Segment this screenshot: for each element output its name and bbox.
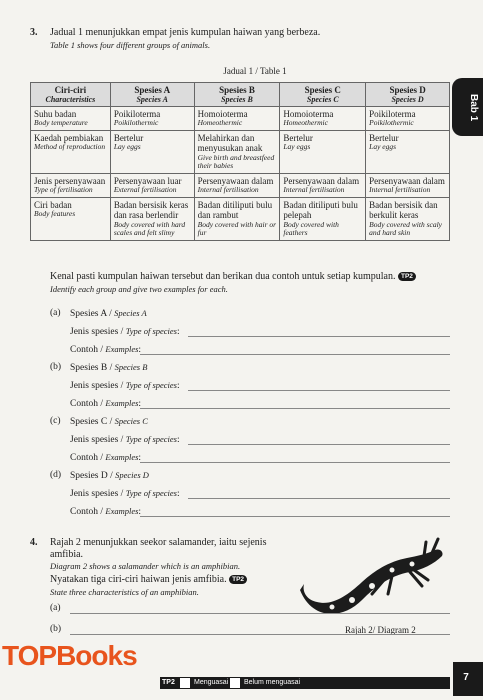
question-4-number: 4.: [30, 537, 38, 548]
part-d-species: Spesies D / Species D: [70, 470, 149, 481]
part-b-species: Spesies B / Species B: [70, 362, 148, 373]
question-4-task-english: State three characteristics of an amphibian.: [50, 587, 199, 597]
header-species-b: Spesies B Species B: [194, 83, 280, 107]
table-cell: Bertelur Lay eggs: [110, 130, 194, 173]
question-4-intro-line-1: Rajah 2 menunjukkan seekor salamander, iaitu sejenis: [50, 537, 267, 548]
part-c-type-label: Jenis spesies / Type of species:: [70, 434, 180, 445]
part-d-type-answer-line[interactable]: [188, 498, 450, 499]
table-cell: Badan ditiliputi bulu dan rambut Body covered with hair or fur: [194, 197, 280, 240]
question-3-intro-english: Table 1 shows four different groups of animals.: [50, 40, 211, 50]
table-cell: Bertelur Lay eggs: [280, 130, 366, 173]
table-header-row: [31, 83, 450, 107]
question-4-task: Nyatakan tiga ciri-ciri haiwan jenis amfibia. TP2: [50, 574, 247, 585]
table-cell: Persenyawaan dalam Internal fertilisation: [194, 173, 280, 197]
tp-level-badge: TP2: [398, 272, 416, 281]
q4-part-b-answer-line[interactable]: [70, 634, 450, 635]
diagram-2-caption: Rajah 2/ Diagram 2: [345, 625, 416, 635]
header-characteristics: Ciri-ciri Characteristics: [31, 83, 111, 107]
page-number: 7: [463, 672, 469, 683]
table-cell: Kaedah pembiakan Method of reproduction: [31, 130, 111, 173]
tp-level-badge: TP2: [229, 575, 247, 584]
table-1-caption: Jadual 1 / Table 1: [223, 66, 287, 76]
animal-groups-table: [30, 82, 450, 241]
table-cell: Badan bersisik keras dan rasa berlendir Body covered with hard scales and felt slimy: [110, 197, 194, 240]
salamander-spot: [330, 605, 335, 610]
part-a-examples-label: Contoh / Examples:: [70, 344, 142, 355]
table-cell: Badan ditiliputi bulu pelepah Body covered with feathers: [280, 197, 366, 240]
part-c-examples-answer-line[interactable]: [140, 462, 450, 463]
part-a-letter: (a): [50, 308, 61, 318]
question-3-instruction: Kenal pasti kumpulan haiwan tersebut dan berikan dua contoh untuk setiap kumpulan. TP2: [50, 271, 450, 282]
table-cell: Melahirkan dan menyusukan anak Give birth and breastfeed their babies: [194, 130, 280, 173]
part-a-examples-answer-line[interactable]: [140, 354, 450, 355]
header-species-a: Spesies A Species A: [110, 83, 194, 107]
question-3-number: 3.: [30, 27, 38, 38]
part-c-letter: (c): [50, 416, 61, 426]
part-b-type-answer-line[interactable]: [188, 390, 450, 391]
table-cell: Persenyawaan dalam Internal fertilisation: [280, 173, 366, 197]
salamander-spot: [349, 597, 355, 603]
part-d-letter: (d): [50, 470, 62, 480]
question-4-intro-english: Diagram 2 shows a salamander which is an amphibian.: [50, 561, 241, 571]
table-cell: Suhu badan Body temperature: [31, 107, 111, 131]
part-b-type-label: Jenis spesies / Type of species:: [70, 380, 180, 391]
part-b-letter: (b): [50, 362, 62, 372]
q4-part-a-letter: (a): [50, 603, 61, 613]
part-a-type-label: Jenis spesies / Type of species:: [70, 326, 180, 337]
table-row: [31, 173, 450, 197]
not-mastered-label: Belum menguasai: [244, 679, 301, 686]
table-cell: Poikiloterma Poikilothermic: [366, 107, 450, 131]
part-d-type-label: Jenis spesies / Type of species:: [70, 488, 180, 499]
question-3-intro: Jadual 1 menunjukkan empat jenis kumpulan haiwan yang berbeza.: [50, 27, 321, 38]
table-cell: Jenis persenyawaan Type of fertilisation: [31, 173, 111, 197]
question-4-intro-line-2: amfibia.: [50, 549, 84, 560]
salamander-spot: [390, 568, 395, 573]
part-d-examples-label: Contoh / Examples:: [70, 506, 142, 517]
table-cell: Persenyawaan luar External fertilisation: [110, 173, 194, 197]
chapter-tab-label: Bab 1: [468, 94, 479, 122]
part-b-examples-label: Contoh / Examples:: [70, 398, 142, 409]
part-c-examples-label: Contoh / Examples:: [70, 452, 142, 463]
table-row: [31, 197, 450, 240]
salamander-body: [300, 549, 443, 613]
q4-part-a-answer-line[interactable]: [70, 613, 450, 614]
part-a-species: Spesies A / Species A: [70, 308, 147, 319]
table-cell: Bertelur Lay eggs: [366, 130, 450, 173]
q4-part-b-letter: (b): [50, 624, 62, 634]
part-b-examples-answer-line[interactable]: [140, 408, 450, 409]
salamander-spot: [369, 583, 375, 589]
table-cell: Homoioterma Homeothermic: [194, 107, 280, 131]
part-a-type-answer-line[interactable]: [188, 336, 450, 337]
table-cell: Ciri badan Body features: [31, 197, 111, 240]
header-species-d: Spesies D Species D: [366, 83, 450, 107]
part-c-species: Spesies C / Species C: [70, 416, 148, 427]
table-cell: Persenyawaan dalam Internal fertilisation: [366, 173, 450, 197]
header-species-c: Spesies C Species C: [280, 83, 366, 107]
table-cell: Homoioterma Homeothermic: [280, 107, 366, 131]
table-cell: Badan bersisik dan berkulit keras Body covered with scaly and hard skin: [366, 197, 450, 240]
mastered-checkbox[interactable]: [180, 678, 190, 688]
salamander-spot: [410, 562, 415, 567]
part-d-examples-answer-line[interactable]: [140, 516, 450, 517]
topbooks-logo: TOPBooks: [2, 640, 137, 671]
table-row: [31, 130, 450, 173]
mastered-label: Menguasai: [194, 679, 229, 686]
question-3-instruction-english: Identify each group and give two examples for each.: [50, 284, 228, 294]
footer-tp-label: TP2: [162, 679, 175, 686]
table-row: [31, 107, 450, 131]
part-c-type-answer-line[interactable]: [188, 444, 450, 445]
table-cell: Poikiloterma Poikilothermic: [110, 107, 194, 131]
not-mastered-checkbox[interactable]: [230, 678, 240, 688]
